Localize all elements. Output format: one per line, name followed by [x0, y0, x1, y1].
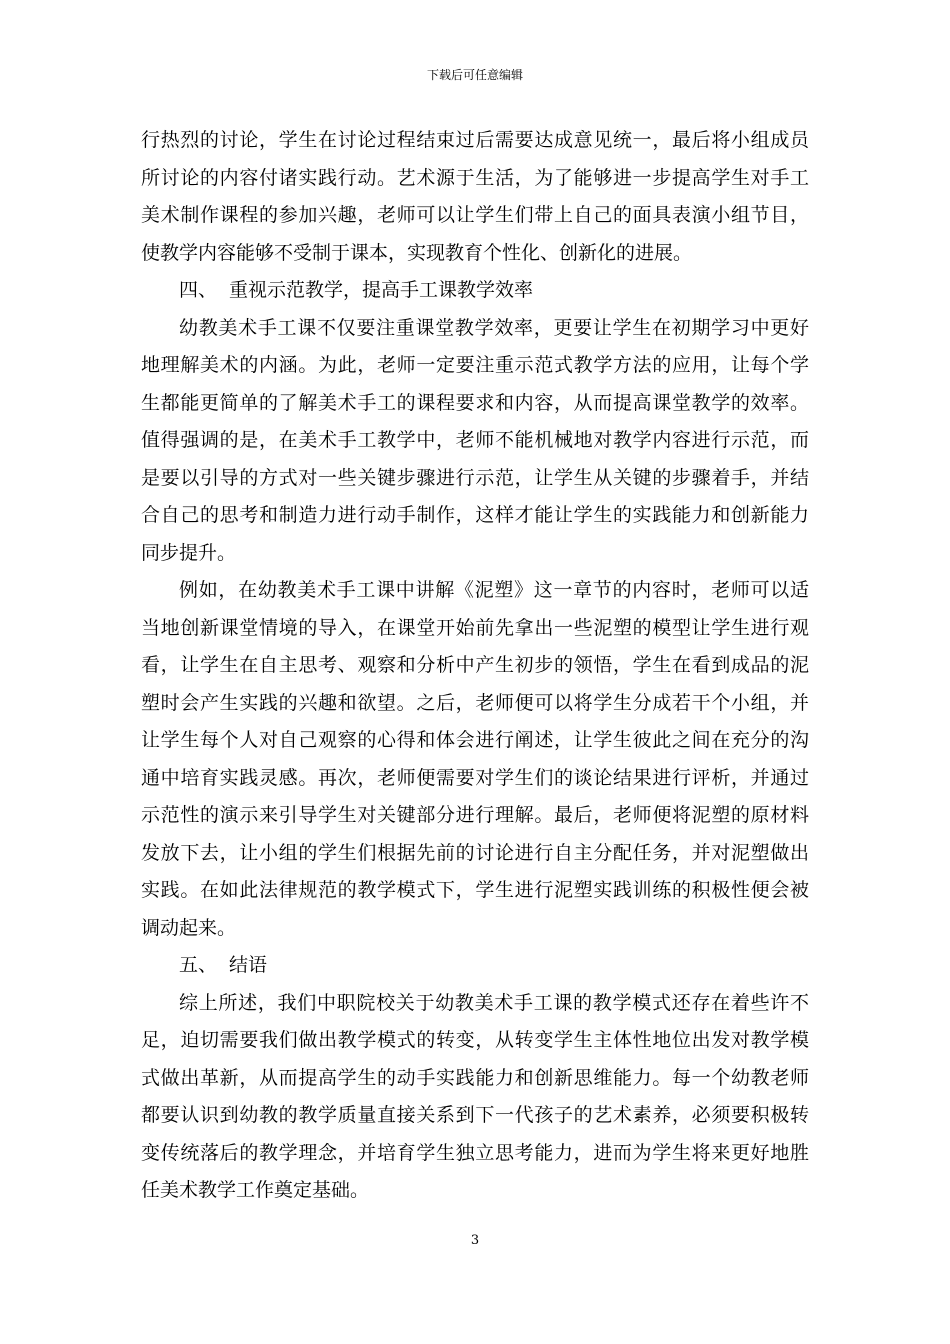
text-line: 实践。在如此法律规范的教学模式下，学生进行泥塑实践训练的积极性便会被: [141, 879, 809, 901]
text-line: 调动起来。: [141, 916, 237, 939]
text-line: 看，让学生在自主思考、观察和分析中产生初步的领悟，学生在看到成品的泥: [141, 654, 809, 676]
text-line: 同步提升。: [141, 541, 237, 564]
text-line: 是要以引导的方式对一些关键步骤进行示范，让学生从关键的步骤着手，并结: [141, 466, 809, 489]
paragraph: [141, 310, 809, 573]
text-line: 当地创新课堂情境的导入，在课堂开始前先拿出一些泥塑的模型让学生进行观: [141, 616, 809, 639]
text-line: 行热烈的讨论，学生在讨论过程结束过后需要达成意见统一，最后将小组成员: [141, 129, 809, 151]
text-line: 足，迫切需要我们做出教学模式的转变，从转变学生主体性地位出发对教学模: [141, 1029, 809, 1051]
document-body: [141, 122, 809, 1210]
text-line: 通中培育实践灵感。再次，老师便需要对学生们的谈论结果进行评析，并通过: [141, 766, 809, 789]
text-line: 所讨论的内容付诸实践行动。艺术源于生活，为了能够进一步提高学生对手工: [141, 166, 809, 189]
section-heading: [141, 272, 809, 310]
text-line: 变传统落后的教学理念，并培育学生独立思考能力，进而为学生将来更好地胜: [141, 1141, 809, 1164]
text-line: 值得强调的是，在美术手工教学中，老师不能机械地对教学内容进行示范，而: [141, 429, 809, 451]
section-heading: [141, 947, 809, 985]
section-title: 重视示范教学，提高手工课教学效率: [229, 279, 534, 301]
text-line: 都要认识到幼教的教学质量直接关系到下一代孩子的艺术素养，必须要积极转: [141, 1104, 809, 1126]
paragraph: [141, 985, 809, 1210]
section-title: 结语: [229, 954, 268, 976]
text-line: 发放下去，让小组的学生们根据先前的讨论进行自主分配任务，并对泥塑做出: [141, 841, 809, 864]
paragraph: [141, 572, 809, 947]
text-line: 地理解美术的内涵。为此，老师一定要注重示范式教学方法的应用，让每个学: [141, 354, 809, 376]
paragraph: [141, 122, 809, 272]
text-line: 合自己的思考和制造力进行动手制作，这样才能让学生的实践能力和创新能力: [141, 504, 809, 526]
text-line: 使教学内容能够不受制于课本，实现教育个性化、创新化的进展。: [141, 241, 693, 264]
page-number: 3: [470, 1233, 480, 1248]
text-line: 例如，在幼教美术手工课中讲解《泥塑》这一章节的内容时，老师可以适: [179, 579, 809, 601]
section-number: 五、: [179, 954, 218, 976]
text-line: 示范性的演示来引导学生对关键部分进行理解。最后，老师便将泥塑的原材料: [141, 804, 809, 826]
text-line: 幼教美术手工课不仅要注重课堂教学效率，更要让学生在初期学习中更好: [179, 316, 809, 339]
page-header: 下载后可任意编辑: [426, 68, 523, 82]
section-number: 四、: [179, 279, 218, 301]
text-line: 任美术教学工作奠定基础。: [141, 1179, 370, 1201]
text-line: 式做出革新，从而提高学生的动手实践能力和创新思维能力。每一个幼教老师: [141, 1066, 809, 1089]
text-line: 塑时会产生实践的兴趣和欲望。之后，老师便可以将学生分成若干个小组，并: [141, 691, 809, 714]
text-line: 美术制作课程的参加兴趣，老师可以让学生们带上自己的面具表演小组节目，: [141, 204, 809, 226]
text-line: 综上所述，我们中职院校关于幼教美术手工课的教学模式还存在着些许不: [179, 991, 809, 1014]
text-line: 生都能更简单的了解美术手工的课程要求和内容，从而提高课堂教学的效率。: [141, 391, 809, 414]
text-line: 让学生每个人对自己观察的心得和体会进行阐述，让学生彼此之间在充分的沟: [141, 729, 809, 751]
